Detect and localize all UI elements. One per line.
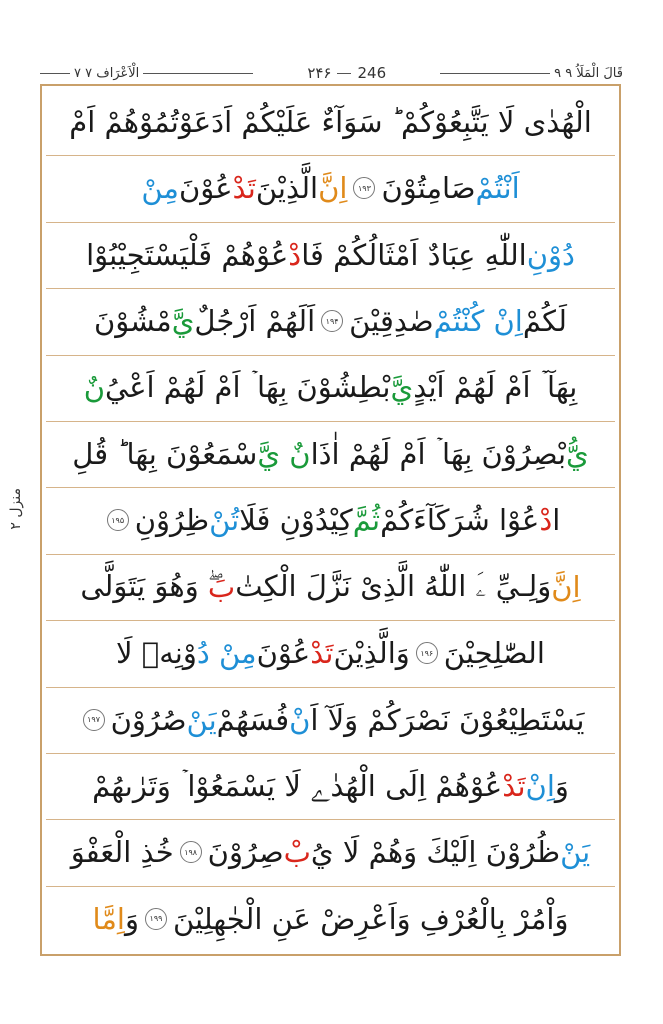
line-separator <box>46 819 615 820</box>
text-segment: اللّٰهِ عِبَادٌ اَمْثَالُكُمْ فَا <box>301 237 527 272</box>
text-segment: بْ <box>283 835 311 870</box>
text-line <box>46 490 615 550</box>
header-left <box>40 66 253 81</box>
header-right <box>440 66 623 81</box>
text-segment: تَدْ <box>310 636 334 671</box>
text-line <box>46 92 615 152</box>
line-separator <box>46 753 615 754</box>
text-line <box>46 557 615 617</box>
text-segment: يُّ <box>566 437 589 471</box>
text-segment: عُوْنَ <box>178 171 233 206</box>
text-segment: يَسْتَطِيْعُوْنَ نَصْرَكُمْ وَلَآ اَ <box>310 702 585 737</box>
text-segment: مِنْ دُ <box>196 636 257 671</box>
ayah-marker: ۱۹۴ <box>321 310 343 332</box>
text-segment: ثُمَّ <box>352 503 381 538</box>
text-segment: اِنْ <box>525 769 555 803</box>
ayah-marker: ۱۹۵ <box>107 509 129 531</box>
page-number-arabic: ۲۴۶ <box>307 64 332 82</box>
text-segment: يَنْ <box>560 835 591 870</box>
text-segment: الْهُدٰى لَا يَتَّبِعُوْكُمْ ؕ سَوَآءٌ عَلَيْكُمْ اَدَعَوْتُمُوْهُمْ اَمْ <box>69 105 592 139</box>
text-segment: وَاْمُرْ بِالْعُرْفِ وَاَعْرِضْ عَنِ الْجٰهِلِيْنَ <box>172 901 569 936</box>
text-segment: دْ <box>539 503 553 538</box>
line-separator <box>46 554 615 555</box>
text-segment: وَ <box>124 901 139 936</box>
text-segment: فُسَهُمْ <box>216 702 290 737</box>
text-segment: عُوْهُمْ اِلَى الْهُدٰے لَا يَسْمَعُوْا ۡ وَتَرٰىهُمْ <box>92 768 503 803</box>
line-separator <box>46 355 615 356</box>
text-segment: عُوْهُمْ فَلْيَسْتَجِيْبُوْا <box>86 237 289 272</box>
text-segment: اِنَّ <box>551 569 581 604</box>
text-line <box>46 225 615 285</box>
page-number: 246 <box>357 64 387 82</box>
text-segment: عُوْنَ <box>256 636 311 671</box>
text-segment: سْمَعُوْنَ بِهَا ؕ قُلِ <box>72 437 258 471</box>
text-segment: اَلَهُمْ اَرْجُلٌ <box>194 304 316 339</box>
text-segment: تَدْ <box>232 171 256 206</box>
header-rule-right <box>440 73 550 74</box>
line-separator <box>46 687 615 688</box>
text-segment: صُرُوْنَ <box>110 702 187 737</box>
text-segment: اِنْ كُنْتُمْ <box>433 304 523 339</box>
text-segment: بَ <box>207 569 236 604</box>
text-segment: يَّ <box>390 370 414 405</box>
text-segment: نٌ <box>83 370 106 405</box>
text-segment: دُوْنِ <box>526 237 575 272</box>
text-segment: ا <box>552 503 561 538</box>
text-segment: صٰدِقِيْنَ <box>349 304 434 339</box>
header-rule-left <box>40 73 70 74</box>
header-rule-left-2 <box>143 73 253 74</box>
ayah-marker: ۱۹۳ <box>353 177 375 199</box>
line-separator <box>46 222 615 223</box>
text-segment: اَنْتُمْ <box>475 171 520 206</box>
line-separator <box>46 487 615 488</box>
surah-label: ۷ الْاَعْرَاف ۷ <box>74 65 140 81</box>
line-separator <box>46 288 615 289</box>
text-segment: بْطِشُوْنَ بِهَا ۡ اَمْ لَهُمْ اَعْيُ <box>105 370 391 405</box>
text-line <box>46 358 615 418</box>
ayah-marker: ۱۹۹ <box>145 908 167 930</box>
page-number-group <box>307 64 386 82</box>
text-line <box>46 690 615 750</box>
line-separator <box>46 155 615 156</box>
text-segment: دْ <box>288 237 302 272</box>
text-segment: بِهَآ ۡ اَمْ لَهُمْ اَيْدٍ <box>413 370 578 405</box>
page-header <box>40 60 623 86</box>
text-segment: ۖ وَهُوَ يَتَوَلَّى <box>80 569 208 604</box>
manzil-label: منزل ۲ <box>8 488 24 530</box>
line-separator <box>46 886 615 887</box>
text-segment: عُوْا شُرَكَآءَكُمْ <box>380 503 540 538</box>
line-separator <box>46 421 615 422</box>
para-label: ۹ قَالَ الْمَلَاُ ۹ <box>554 65 623 81</box>
text-segment: اِمَّا <box>92 901 125 936</box>
text-segment: لَكُمْ <box>522 304 568 339</box>
text-line <box>46 424 615 484</box>
text-segment: بْصِرُوْنَ بِهَا ۡ اَمْ لَهُمْ اٰذَا <box>310 436 567 471</box>
text-segment: وَلِـيِّ ۦَ اللّٰهُ الَّذِىْ نَزَّلَ الْكِتٰ <box>235 569 552 604</box>
text-line <box>46 291 615 351</box>
text-segment: صَامِتُوْنَ <box>381 171 476 206</box>
header-rule-center <box>337 73 351 74</box>
ayah-marker: ۱۹۶ <box>416 642 438 664</box>
text-segment: يَنْ <box>186 702 217 737</box>
text-line <box>46 623 615 683</box>
text-segment: وْنِهٖ لَا <box>116 636 197 671</box>
text-segment: كِيْدُوْنِ فَلَا <box>239 503 353 538</box>
ayah-marker: ۱۹۸ <box>180 841 202 863</box>
text-segment: الَّذِيْنَ <box>255 171 319 206</box>
text-segment: يَّ <box>171 304 195 339</box>
text-segment: تُنْ <box>209 503 240 538</box>
text-line <box>46 822 615 882</box>
text-line <box>46 756 615 816</box>
text-segment: الصّٰلِحِيْنَ <box>443 636 545 671</box>
text-segment: تَدْ <box>502 769 526 803</box>
ayah-marker: ۱۹۷ <box>83 709 105 731</box>
text-segment: وَ <box>554 769 569 803</box>
text-segment: ظِرُوْنِ <box>134 503 210 538</box>
text-segment: مِنْ <box>141 171 179 206</box>
text-segment: مْشُوْنَ <box>94 304 172 339</box>
text-segment: خُذِ الْعَفْوَ <box>70 835 174 870</box>
text-segment: وَالَّذِيْنَ <box>333 636 410 671</box>
text-segment: صِرُوْنَ <box>207 835 284 870</box>
text-segment: ظُرُوْنَ اِلَيْكَ وَهُمْ لَا يُ <box>310 835 561 870</box>
text-segment: اِنَّ <box>318 171 348 206</box>
line-separator <box>46 620 615 621</box>
text-segment: نٌ يَّ <box>257 437 311 471</box>
text-line <box>46 158 615 218</box>
text-segment: نْ <box>289 702 311 737</box>
text-line <box>46 889 615 949</box>
